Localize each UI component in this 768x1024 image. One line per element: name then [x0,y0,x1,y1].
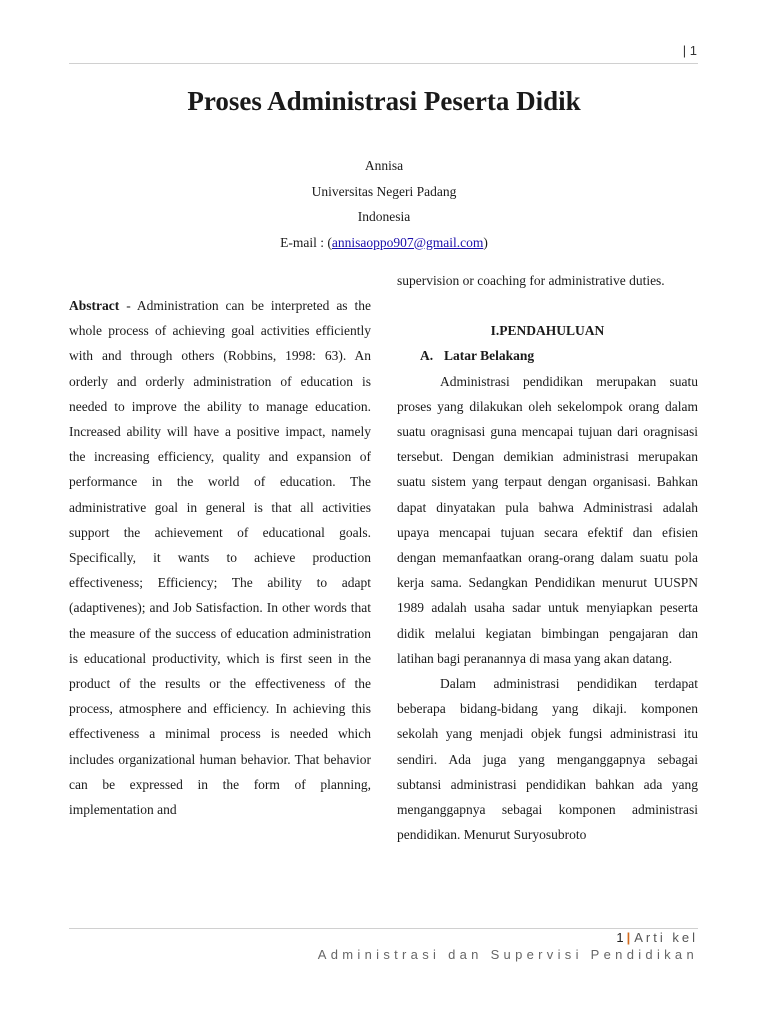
abstract-text: - Administration can be interpreted as the whole process of achieving goal activities efficiently with and through others (Robbins, 1998: 63). An orderly and orderly administration of education is needed to improve the ability to manage education. Increased ability will have a positive impact, namely the increasing efficiency, quality and expansion of performance in the world of education. The administrative goal in general is that all activities support the achievement of educational goals. Specifically, it wants to achieve production effectiveness; Efficiency; The ability to adapt (adaptivenes); and Job Satisfaction. In other words that the measure of the success of education administration is educational productivity, which is first seen in the product of the results or the effectiveness of the process, atmosphere and efficiency. In achieving this effectiveness a minimal process is needed which includes organizational human behavior. That behavior can be expressed in the form of planning, implementation and [69,298,371,818]
header-divider [69,63,698,64]
abstract-paragraph [69,293,371,822]
email-prefix: E-mail : ( [280,234,332,250]
abstract-column [69,293,371,822]
subsection-letter: A. [420,348,434,364]
body-paragraph-1: Administrasi pendidikan merupakan suatu proses yang dilakukan oleh sekelompok orang dalam suatu oragnisasi guna mencapai tujuan dari oragnisasi tersebut. Dengan demikian administrasi merupakan suatu sistem yang terpaut dengan organisasi. Bahkan dapat dinyatakan pula bahwa Administrasi adalah upaya mencapai tujuan secara efektif dan efisien dengan memanfaatkan orang-orang dalam suatu pola kerja sama. Sedangkan Pendidikan menurut UUSPN 1989 adalah usaha sadar untuk menyiapkan peserta didik melalui kegiatan bimbingan pengajaran dan latihan bagi peranannya di masa yang akan datang. [397,373,698,666]
article-title: Proses Administrasi Peserta Didik [187,86,581,116]
email-link[interactable]: annisaoppo907@gmail.com [331,234,484,250]
abstract-continuation: supervision or coaching for administrative duties. [397,273,665,288]
abstract-label: Abstract [69,298,120,313]
footer-divider [69,928,698,929]
header-page-number: | 1 [682,43,697,58]
author-institution: Universitas Negeri Padang [311,183,457,199]
subsection-title: Latar Belakang [444,348,535,364]
footer-page-line [616,930,698,945]
footer-separator: | [626,930,631,945]
body-paragraph-2: Dalam administrasi pendidikan terdapat beberapa bidang-bidang yang dikaji. komponen sekolah yang menjadi objek fungsi administrasi itu sendiri. Ada juga yang menganggapnya sebagai subtansi administrasi pendidikan bahkan ada yang menganggapnya sebagai komponen administrasi pendidikan. Menurut Suryosubroto [397,676,698,843]
author-block [0,153,768,255]
subsection-heading [397,343,698,368]
author-email-line [0,230,768,256]
footer-label: Arti kel [634,930,698,945]
author-country: Indonesia [357,209,411,224]
email-suffix: ) [483,234,488,250]
footer-course-title: Administrasi dan Supervisi Pendidikan [317,947,698,962]
footer-page-number: 1 [616,930,624,945]
author-name: Annisa [364,158,404,173]
section-heading: I.PENDAHULUAN [490,323,605,339]
body-column [397,268,698,847]
